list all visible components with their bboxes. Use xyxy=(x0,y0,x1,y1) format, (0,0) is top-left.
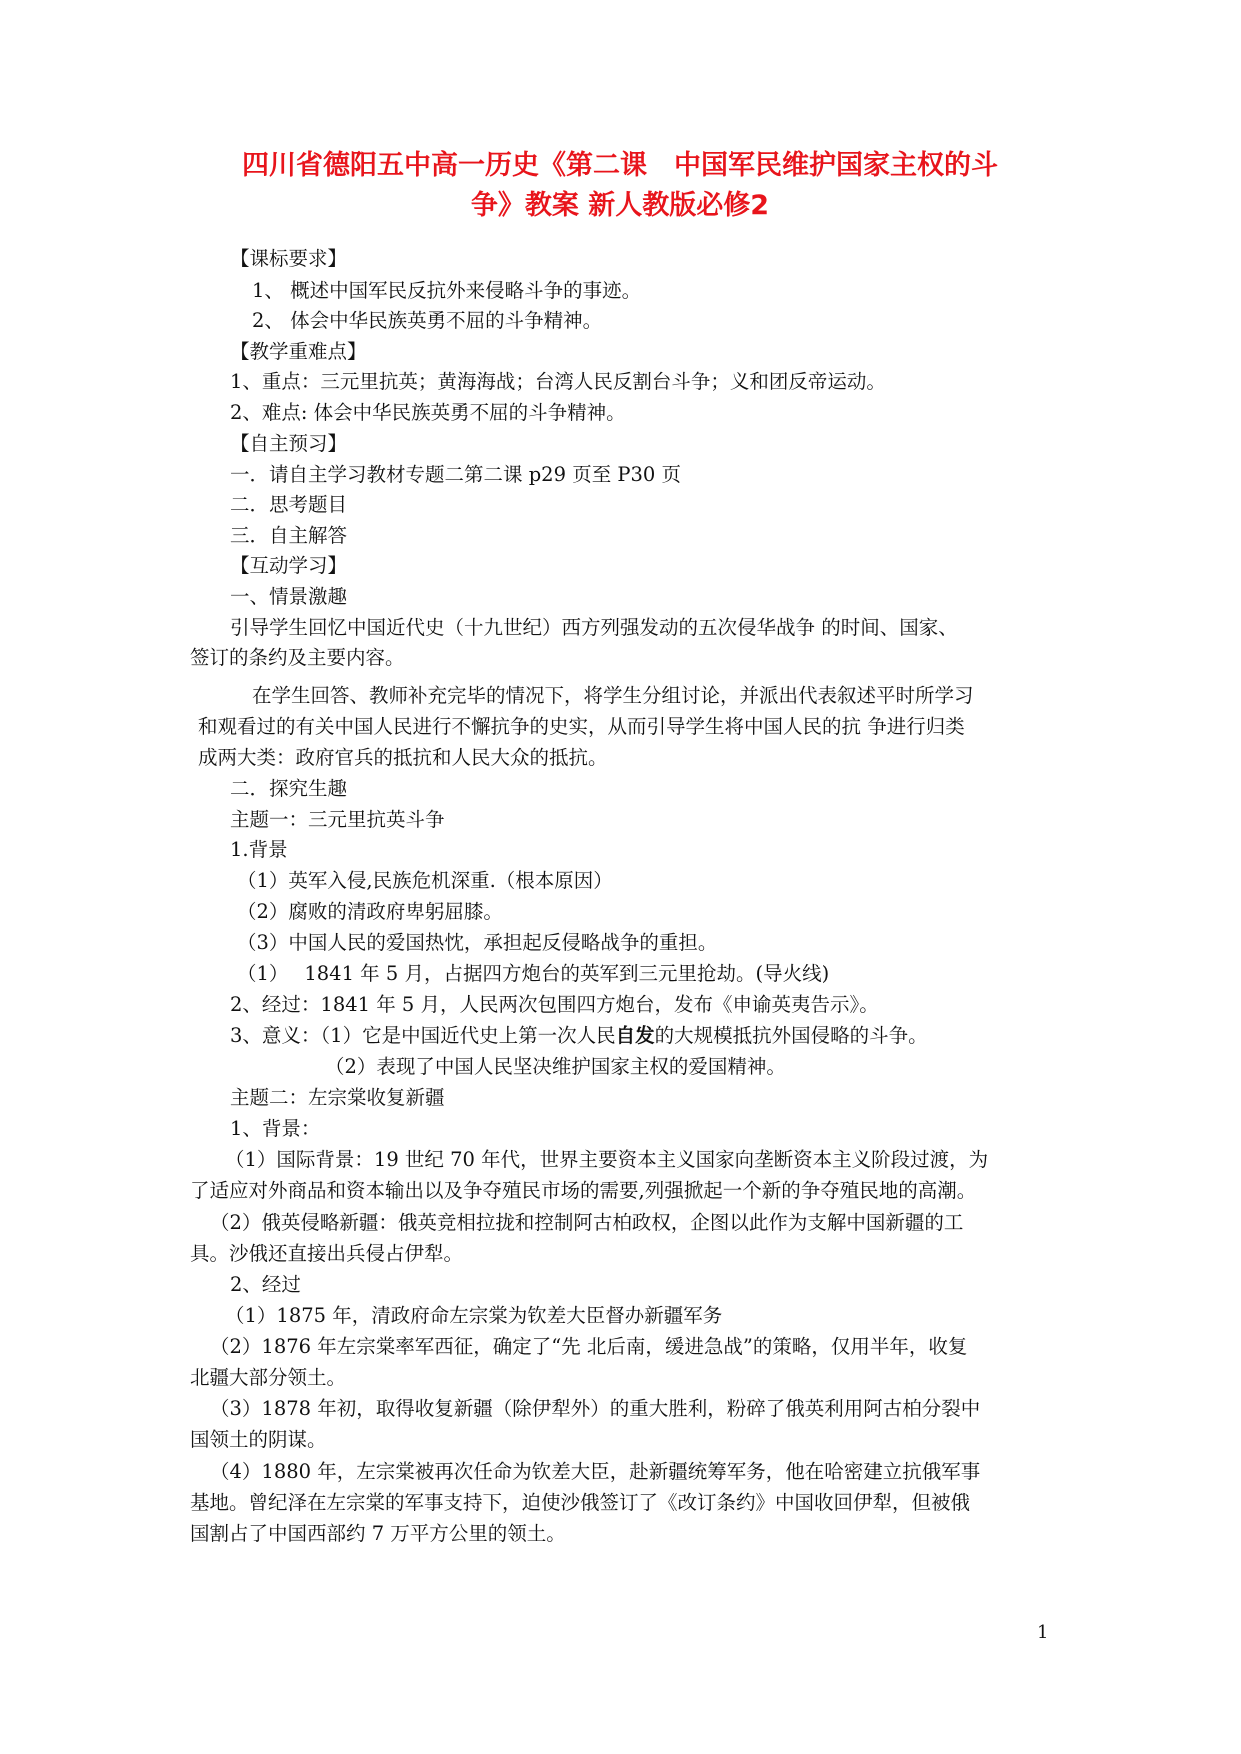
paragraph-line: 具。沙俄还直接出兵侵占伊犁。 xyxy=(190,1242,464,1265)
paragraph-line: （2）1876 年左宗棠率军西征，确定了“先 北后南，缓进急战”的策略，仅用半年，收复 xyxy=(210,1335,968,1358)
paragraph-line: 了适应对外商品和资本输出以及争夺殖民市场的需要,列强掀起一个新的争夺殖民地的高潮。 xyxy=(190,1179,977,1202)
paragraph-line: 在学生回答、教师补充完毕的情况下，将学生分组讨论，并派出代表叙述平时所学习 xyxy=(252,684,974,707)
theme-1-background-item: （3）中国人民的爱国热忱，承担起反侵略战争的重担。 xyxy=(237,931,718,954)
paragraph-line: 国领土的阴谋。 xyxy=(190,1428,327,1451)
theme-1-background-item: （2）腐败的清政府卑躬屈膝。 xyxy=(237,900,503,923)
theme-1-background-item: （1）英军入侵,民族危机深重.（根本原因） xyxy=(237,869,613,892)
paragraph-line: （2）俄英侵略新疆：俄英竞相拉拢和控制阿古柏政权，企图以此作为支解中国新疆的工 xyxy=(210,1211,964,1234)
section-header-kebiao: 【课标要求】 xyxy=(230,247,348,270)
paragraph-line: （3）1878 年初，取得收复新疆（除伊犁外）的重大胜利，粉碎了俄英利用阿古柏分裂中 xyxy=(210,1397,981,1420)
paragraph-line: 签订的条约及主要内容。 xyxy=(190,646,405,669)
theme-1-background-item: （1） 1841 年 5 月，占据四方炮台的英军到三元里抢劫。(导火线) xyxy=(237,962,830,985)
theme-2-heading: 主题二：左宗棠收复新疆 xyxy=(230,1086,445,1109)
theme-1-process: 2、经过：1841 年 5 月，人民两次包围四方炮台，发布《申谕英夷告示》。 xyxy=(230,993,879,1016)
theme-1-heading: 主题一：三元里抗英斗争 xyxy=(230,808,445,831)
title-line-2: 争》教案 新人教版必修2 xyxy=(470,190,770,221)
page-number: 1 xyxy=(1037,1622,1049,1643)
yuxi-item-2: 二．思考题目 xyxy=(230,493,348,516)
paragraph-line: 北疆大部分领土。 xyxy=(190,1366,347,1389)
yuxi-item-3: 三．自主解答 xyxy=(230,524,348,547)
section-header-zhongnan: 【教学重难点】 xyxy=(230,340,367,363)
subheading-qingjing: 一、情景激趣 xyxy=(230,585,348,608)
section-header-yuxi: 【自主预习】 xyxy=(230,432,348,455)
theme-2-background-label: 1、背景： xyxy=(230,1117,321,1140)
theme-1-significance-2: （2）表现了中国人民坚决维护国家主权的爱国精神。 xyxy=(325,1055,786,1078)
zhongnan-item-1: 1、重点：三元里抗英；黄海海战；台湾人民反割台斗争；义和团反帝运动。 xyxy=(230,370,886,393)
theme-1-background-label: 1.背景 xyxy=(230,838,288,861)
paragraph-line: （4）1880 年，左宗棠被再次任命为钦差大臣，赴新疆统筹军务，他在哈密建立抗俄军事 xyxy=(210,1460,981,1483)
kebiao-item-2: 2、 体会中华民族英勇不屈的斗争精神。 xyxy=(252,309,603,332)
paragraph-line: 成两大类：政府官兵的抵抗和人民大众的抵抗。 xyxy=(198,746,608,769)
theme-2-process-label: 2、经过 xyxy=(230,1273,301,1296)
paragraph-line: （1）国际背景：19 世纪 70 年代，世界主要资本主义国家向垄断资本主义阶段过渡，为 xyxy=(225,1148,989,1171)
kebiao-item-1: 1、 概述中国军民反抗外来侵略斗争的事迹。 xyxy=(252,279,642,302)
bold-emphasis: 自发 xyxy=(615,1024,655,1047)
zhongnan-item-2: 2、难点: 体会中华民族英勇不屈的斗争精神。 xyxy=(230,401,626,424)
title-line-1: 四川省德阳五中高一历史《第二课 中国军民维护国家主权的斗 xyxy=(242,150,998,181)
theme-1-significance: 3、意义：（1）它是中国近代史上第一次人民自发的大规模抵抗外国侵略的斗争。 xyxy=(230,1024,928,1047)
paragraph-line: 国割占了中国西部约 7 万平方公里的领土。 xyxy=(190,1522,566,1545)
yuxi-item-1: 一．请自主学习教材专题二第二课 p29 页至 P30 页 xyxy=(230,463,682,486)
section-header-hudong: 【互动学习】 xyxy=(230,554,348,577)
paragraph-line: 引导学生回忆中国近代史（十九世纪）西方列强发动的五次侵华战争 的时间、国家、 xyxy=(230,616,958,639)
paragraph-line: （1）1875 年，清政府命左宗棠为钦差大臣督办新疆军务 xyxy=(225,1304,723,1327)
paragraph-line: 基地。曾纪泽在左宗棠的军事支持下，迫使沙俄签订了《改订条约》中国收回伊犁，但被俄 xyxy=(190,1491,971,1514)
paragraph-line: 和观看过的有关中国人民进行不懈抗争的史实，从而引导学生将中国人民的抗 争进行归类 xyxy=(198,715,965,738)
subheading-tanjiu: 二．探究生趣 xyxy=(230,777,348,800)
